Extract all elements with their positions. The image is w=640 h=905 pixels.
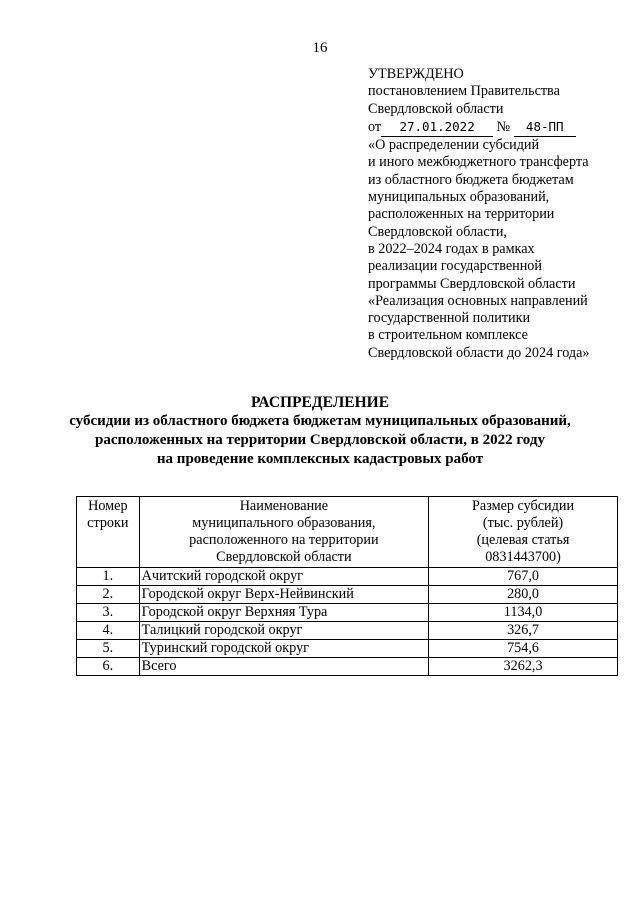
- approval-line-2: Свердловской области: [368, 100, 504, 117]
- approval-description-line: программы Свердловской области: [368, 275, 576, 292]
- approval-description-line: «Реализация основных направлений: [368, 292, 588, 309]
- row-number: 4.: [77, 622, 140, 640]
- table-row: [77, 622, 618, 640]
- row-name: Городской округ Верхняя Тура: [139, 604, 428, 622]
- heading-line: на проведение комплексных кадастровых работ: [156, 451, 484, 467]
- table-row: [77, 640, 618, 658]
- table-row: [77, 586, 618, 604]
- approval-block: [368, 66, 636, 362]
- approval-line-1: постановлением Правительства: [368, 83, 560, 100]
- table-header-row: [77, 497, 618, 568]
- heading-line: расположенных на территории Свердловской области, в 2022 году: [95, 432, 545, 448]
- row-name: Талицкий городской округ: [139, 622, 428, 640]
- row-number: 1.: [77, 568, 140, 586]
- number-prefix: №: [496, 118, 511, 135]
- table-row-total: [77, 658, 618, 676]
- approval-date: 27.01.2022: [399, 118, 475, 134]
- header-number: Номер строки: [77, 497, 140, 568]
- approval-date-line: [368, 118, 636, 137]
- row-number: 2.: [77, 586, 140, 604]
- row-amount: 280,0: [429, 586, 618, 604]
- row-amount: 326,7: [429, 622, 618, 640]
- date-prefix: от: [368, 118, 382, 135]
- approval-description-line: Свердловской области до 2024 года»: [368, 344, 590, 361]
- row-name: Ачитский городской округ: [139, 568, 428, 586]
- approval-title: УТВЕРЖДЕНО: [368, 66, 464, 82]
- row-amount: 754,6: [429, 640, 618, 658]
- row-amount: 3262,3: [429, 658, 618, 676]
- row-amount: 767,0: [429, 568, 618, 586]
- header-amount: Размер субсидии (тыс. рублей) (целевая статья 0831443700): [429, 497, 618, 568]
- approval-description-line: из областного бюджета бюджетам: [368, 171, 574, 188]
- table-row: [77, 604, 618, 622]
- approval-description-line: Свердловской области,: [368, 223, 507, 240]
- approval-description-line: и иного межбюджетного трансферта: [368, 154, 589, 171]
- header-name: Наименование муниципального образования, расположенного на территории Свердловской области: [139, 497, 428, 568]
- row-amount: 1134,0: [429, 604, 618, 622]
- approval-description-line: «О распределении субсидий: [368, 137, 540, 154]
- approval-description-line: государственной политики: [368, 310, 531, 327]
- approval-description-line: муниципальных образований,: [368, 189, 550, 206]
- row-number: 5.: [77, 640, 140, 658]
- row-name: Туринский городской округ: [139, 640, 428, 658]
- approval-description-line: в 2022–2024 годах в рамках: [368, 240, 535, 257]
- row-number: 6.: [77, 658, 140, 676]
- heading-title: РАСПРЕДЕЛЕНИЕ: [250, 394, 390, 411]
- approval-description-line: реализации государственной: [368, 258, 542, 275]
- row-number: 3.: [77, 604, 140, 622]
- document-heading: [60, 393, 580, 469]
- row-name: Городской округ Верх-Нейвинский: [139, 586, 428, 604]
- approval-description-line: расположенных на территории: [368, 206, 555, 223]
- approval-number: 48-ПП: [525, 118, 564, 134]
- page-number: 16: [312, 40, 328, 56]
- approval-description-line: в строительном комплексе: [368, 327, 528, 344]
- row-name: Всего: [139, 658, 428, 676]
- table-row: [77, 568, 618, 586]
- heading-line: субсидии из областного бюджета бюджетам муниципальных образований,: [69, 413, 571, 429]
- distribution-table: [76, 496, 618, 676]
